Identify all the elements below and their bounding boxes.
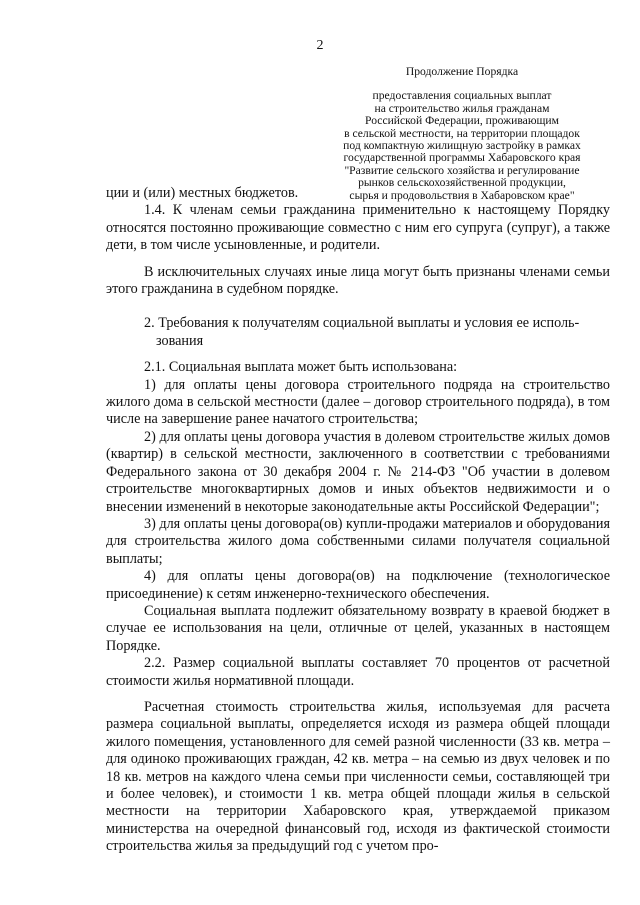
section-title-line: зования [156,332,204,349]
paragraph: Расчетная стоимость строительства жилья, используемая для расчета размера социальной выплаты, определяется исходя из размера общей площади жилого помещения, установленного для семей разной численности (33 кв. метра – для одиноко проживающих граждан, 42 кв. метра – на семью из двух человек и по 18 кв. метров на каждого члена семьи при численности семьи, составляющей три и более человек), и стоимости 1 кв. метра общей площади жилья в сельской местности на территории Хабаровского края, утверждаемой приказом министерства на очередной финансовый год, исходя из фактической стоимости строительства жилья за предыдущий год с учетом про- [106,698,610,855]
paragraph: 1.4. К членам семьи гражданина применительно к настоящему Порядку относятся постоянно проживающие совместно с ним его супруга (супруг), а также дети, в том числе усыновленные, и родители. [106,202,610,254]
header-line: сырья и продовольствия в Хабаровском крае" [349,188,575,202]
document-body [106,185,610,856]
page-number: 2 [316,38,324,53]
header-line: рынков сельскохозяйственной продукции, [358,176,566,190]
paragraph: 2) для оплаты цены договора участия в долевом строительстве жилых домов (квартир) в сельской местности, заключенного в соответствии с требованиями Федерального закона от 30 декабря 2004 г. № 214-ФЗ "Об участии в долевом строительстве многоквартирных домов и иных объектов недвижимости и о внесении изменений в некоторые законодательные акты Российской Федерации"; [106,428,610,515]
header-line: "Развитие сельского хозяйства и регулирование [344,163,580,177]
section-title-line: 2. Требования к получателям социальной выплаты и условия ее исполь- [144,315,580,332]
paragraph: В исключительных случаях иные лица могут быть признаны членами семьи этого гражданина в судебном порядке. [106,263,610,298]
header-line: под компактную жилищную застройку в рамках [343,139,581,153]
header-line: в сельской местности, на территории площадок [344,126,580,140]
section-title [106,315,610,350]
header-line: на строительство жилья гражданам [374,101,550,115]
paragraph: 1) для оплаты цены договора строительного подряда на строительство жилого дома в сельской местности (далее – договор строительного подряда), в том числе на завершение ранее начатого строительства; [106,376,610,428]
paragraph: Социальная выплата подлежит обязательному возврату в краевой бюджет в случае ее использования на цели, отличные от целей, указанных в настоящем Порядке. [106,602,610,654]
header-line: Продолжение Порядка [405,65,519,78]
paragraph: ции и (или) местных бюджетов. [106,185,299,201]
header-line: Российской Федерации, проживающим [365,114,559,128]
paragraph: 2.1. Социальная выплата может быть использована: [144,359,458,376]
paragraph: 2.2. Размер социальной выплаты составляет 70 процентов от расчетной стоимости жилья нормативной площади. [106,655,610,689]
paragraph: 4) для оплаты цены договора(ов) на подключение (технологическое присоединение) к сетям инженерно-технического обеспечения. [106,568,610,602]
header-line: государственной программы Хабаровского края [343,151,581,165]
header-line: предоставления социальных выплат [372,89,552,103]
paragraph: 3) для оплаты цены договора(ов) купли-продажи материалов и оборудования для строительства жилого дома собственными силами получателя социальной выплаты; [106,515,610,567]
document-header [330,66,594,202]
